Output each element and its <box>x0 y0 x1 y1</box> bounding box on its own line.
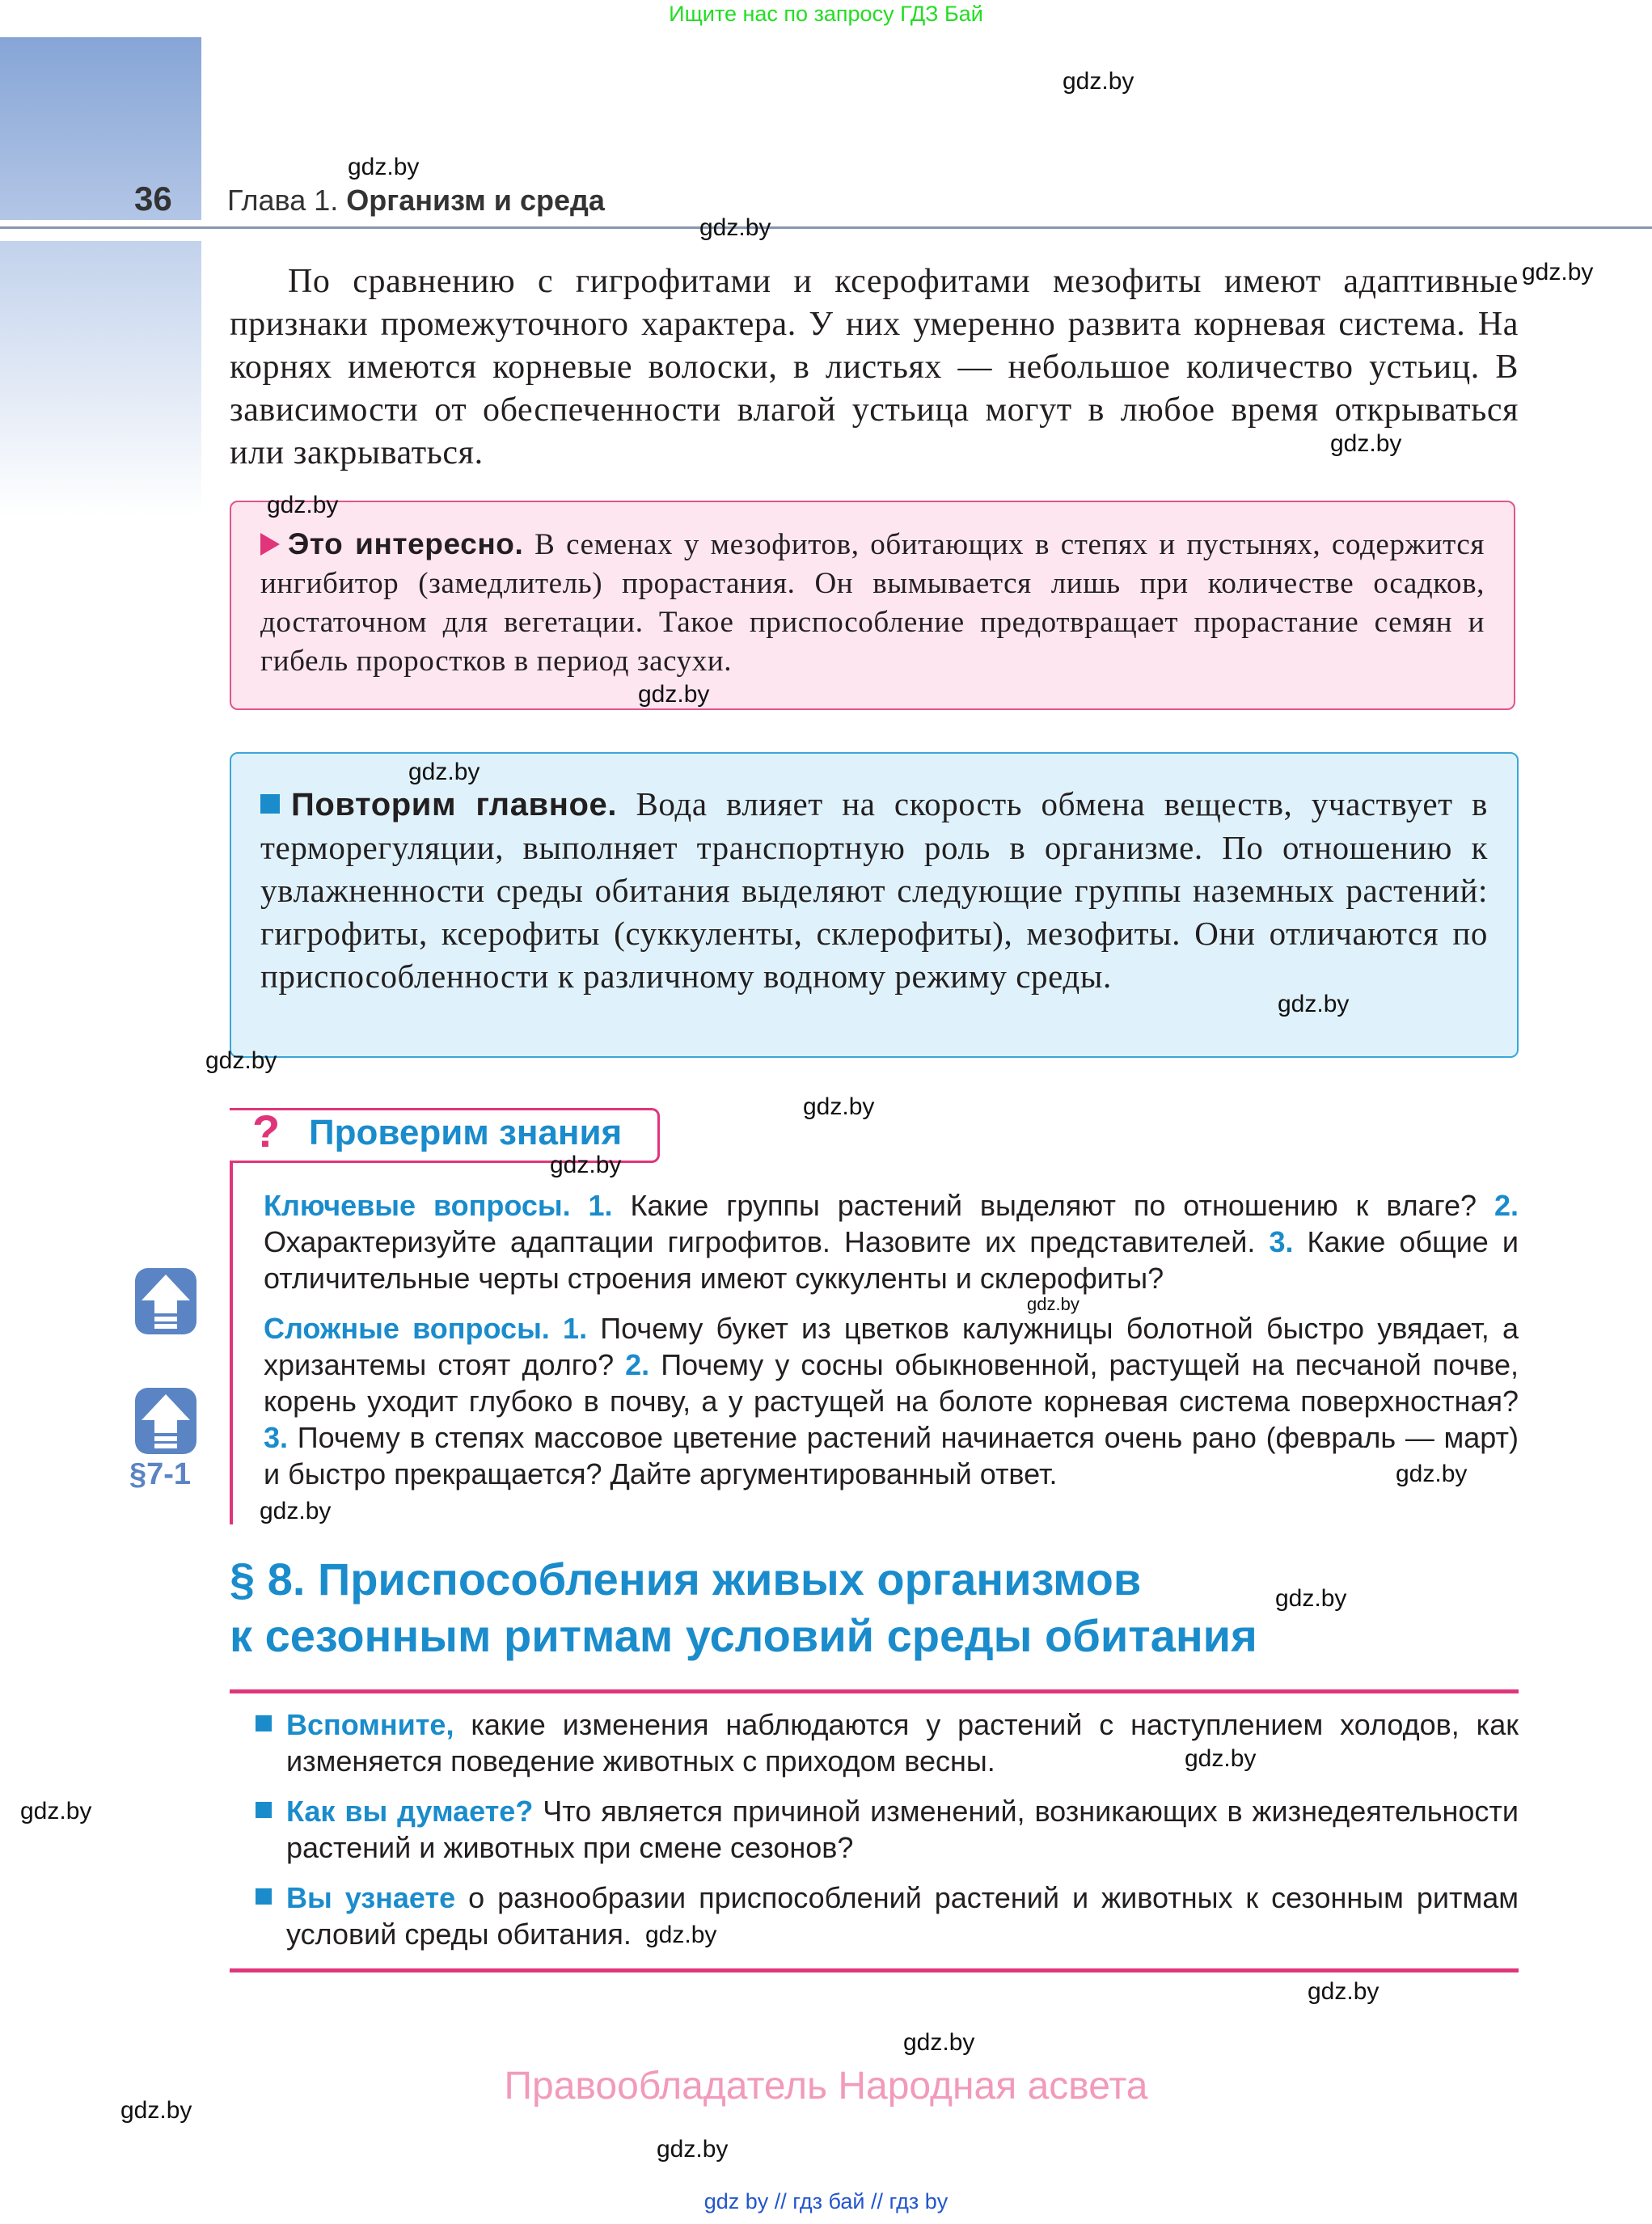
watermark-text: gdz.by <box>260 1498 332 1524</box>
level-up-arrow-icon <box>133 1386 198 1456</box>
question-text: Почему букет из цветков калужницы болотной быстро увядает, а хризантемы стоят долго? <box>264 1312 1519 1381</box>
question-number: 3. <box>1269 1225 1294 1258</box>
watermark-text: gdz.by <box>1278 991 1350 1017</box>
hard-questions <box>264 1310 1519 1492</box>
section-rule-bottom <box>230 1968 1519 1972</box>
play-triangle-icon <box>260 533 280 556</box>
watermark-text: gdz.by <box>348 154 420 180</box>
question-number: 3. <box>264 1421 289 1454</box>
search-banner: Ищите нас по запросу ГДЗ Бай <box>669 2 983 26</box>
watermark-text: gdz.by <box>803 1093 875 1120</box>
question-text: Почему у сосны обыкновенной, растущей на песчаной почве, корень уходит глубоко в почву, а у растущей на болоте корневая система поверхностная? <box>264 1348 1519 1418</box>
section-rule-top <box>230 1689 1519 1693</box>
interesting-text: В семенах у мезофитов, обитающих в степях и пустынях, содержится ингибитор (замедлитель) прорастания. Он вымывается лишь при количестве осадков, достаточном для вегетации. Такое приспособление предотвращает прорастание семян и гибель проростков в период засухи. <box>260 528 1485 678</box>
watermark-text: gdz.by <box>1185 1745 1257 1772</box>
watermark-text: gdz.by <box>645 1922 717 1948</box>
side-decoration-gradient <box>0 241 201 516</box>
question-text: Какие группы растений выделяют по отношению к влаге? <box>612 1189 1494 1222</box>
watermark-text: gdz.by <box>120 2097 192 2124</box>
footer-links[interactable]: gdz by // гдз бай // гдз by <box>703 2189 949 2213</box>
bullet-label: Вспомните, <box>286 1708 454 1741</box>
question-number: 2. <box>625 1348 650 1381</box>
watermark-text: gdz.by <box>1275 1585 1347 1612</box>
question-number: 1. <box>588 1189 613 1222</box>
section-title-line: к сезонным ритмам условий среды обитания <box>230 1610 1257 1661</box>
watermark-text: gdz.by <box>1396 1461 1468 1487</box>
watermark-text: gdz.by <box>1063 68 1134 95</box>
bullet-text: о разнообразии приспособлений растений и животных к сезонным ритмам условий среды обитания. <box>286 1881 1519 1951</box>
intro-bullet <box>256 1706 1519 1779</box>
watermark-text: gdz.by <box>550 1152 622 1178</box>
bullet-label: Как вы думаете? <box>286 1795 534 1828</box>
check-title: Проверим знания <box>309 1113 623 1152</box>
watermark-text: gdz.by <box>657 2136 729 2163</box>
question-number: 1. <box>563 1312 588 1345</box>
watermark-text: gdz.by <box>20 1798 92 1824</box>
watermark-text: gdz.by <box>903 2029 975 2056</box>
question-text: Почему в степях массовое цветение растений начинается очень рано (февраль — март) и быстро прекращается? Дайте аргументированный ответ. <box>264 1421 1519 1490</box>
page-number: 36 <box>134 180 172 218</box>
bullet-text: какие изменения наблюдаются у растений с наступлением холодов, как изменяется поведение животных с приходом весны. <box>286 1708 1519 1778</box>
square-bullet-icon <box>256 1715 272 1731</box>
level-up-arrow-icon <box>133 1266 198 1336</box>
question-text: Охарактеризуйте адаптации гигрофитов. Назовите их представителей. <box>264 1225 1270 1258</box>
check-section-rule <box>230 1108 233 1524</box>
interesting-label: Это интересно. <box>288 527 524 560</box>
watermark-text: gdz.by <box>408 759 480 785</box>
bullet-label: Вы узнаете <box>286 1881 456 1914</box>
intro-bullet <box>256 1793 1519 1866</box>
watermark-text: gdz.by <box>1308 1978 1379 2005</box>
chapter-header <box>227 184 605 218</box>
summary-label: Повторим главное. <box>291 787 618 822</box>
question-mark-icon: ? <box>252 1106 281 1156</box>
watermark-text: gdz.by <box>1027 1294 1080 1314</box>
question-number: 2. <box>1494 1189 1519 1222</box>
summary-text: Вода влияет на скорость обмена веществ, участвует в терморегуляции, выполняет транспортную роль в организме. По отношению к увлажненности среды обитания выделяют следующие группы наземных растений: гигрофиты, ксерофиты (суккуленты, склерофиты), мезофиты. Они отличаются по приспособленности к различному водному режиму среды. <box>260 785 1488 995</box>
square-bullet-icon <box>260 794 280 814</box>
watermark-text: gdz.by <box>205 1047 277 1074</box>
square-bullet-icon <box>256 1888 272 1905</box>
body-paragraph: По сравнению с гигрофитами и ксерофитами мезофиты имеют адаптивные признаки промежуточного характера. У них умеренно развита корневая система. На корнях имеются корневые волоски, в листьях — небольшое количество устьиц. В зависимости от обеспеченности влагой устьица могут в любое время открываться или закрываться. <box>230 263 1519 471</box>
section-title-line: § 8. Приспособления живых организмов <box>230 1554 1142 1605</box>
key-questions <box>264 1187 1519 1296</box>
watermark-text: gdz.by <box>699 214 771 241</box>
question-text: Какие общие и отличительные черты строения имеют суккуленты и склерофиты? <box>264 1225 1519 1295</box>
watermark-text: gdz.by <box>1330 430 1402 457</box>
intro-bullet <box>256 1879 1519 1952</box>
key-questions-label: Ключевые вопросы. <box>264 1189 571 1222</box>
watermark-text: gdz.by <box>1522 259 1594 285</box>
rights-holder-notice: Правообладатель Народная асвета <box>504 2065 1148 2108</box>
hard-questions-label: Сложные вопросы. <box>264 1312 550 1345</box>
paragraph-reference: §7-1 <box>129 1457 192 1491</box>
square-bullet-icon <box>256 1802 272 1818</box>
watermark-text: gdz.by <box>267 492 339 518</box>
interesting-box <box>230 501 1515 710</box>
chapter-title: Организм и среда <box>346 184 605 217</box>
watermark-text: gdz.by <box>638 681 710 708</box>
header-divider <box>0 226 1652 229</box>
chapter-label: Глава 1. <box>227 184 339 217</box>
bullet-text: Что является причиной изменений, возникающих в жизнедеятельности растений и животных при смене сезонов? <box>286 1795 1519 1864</box>
